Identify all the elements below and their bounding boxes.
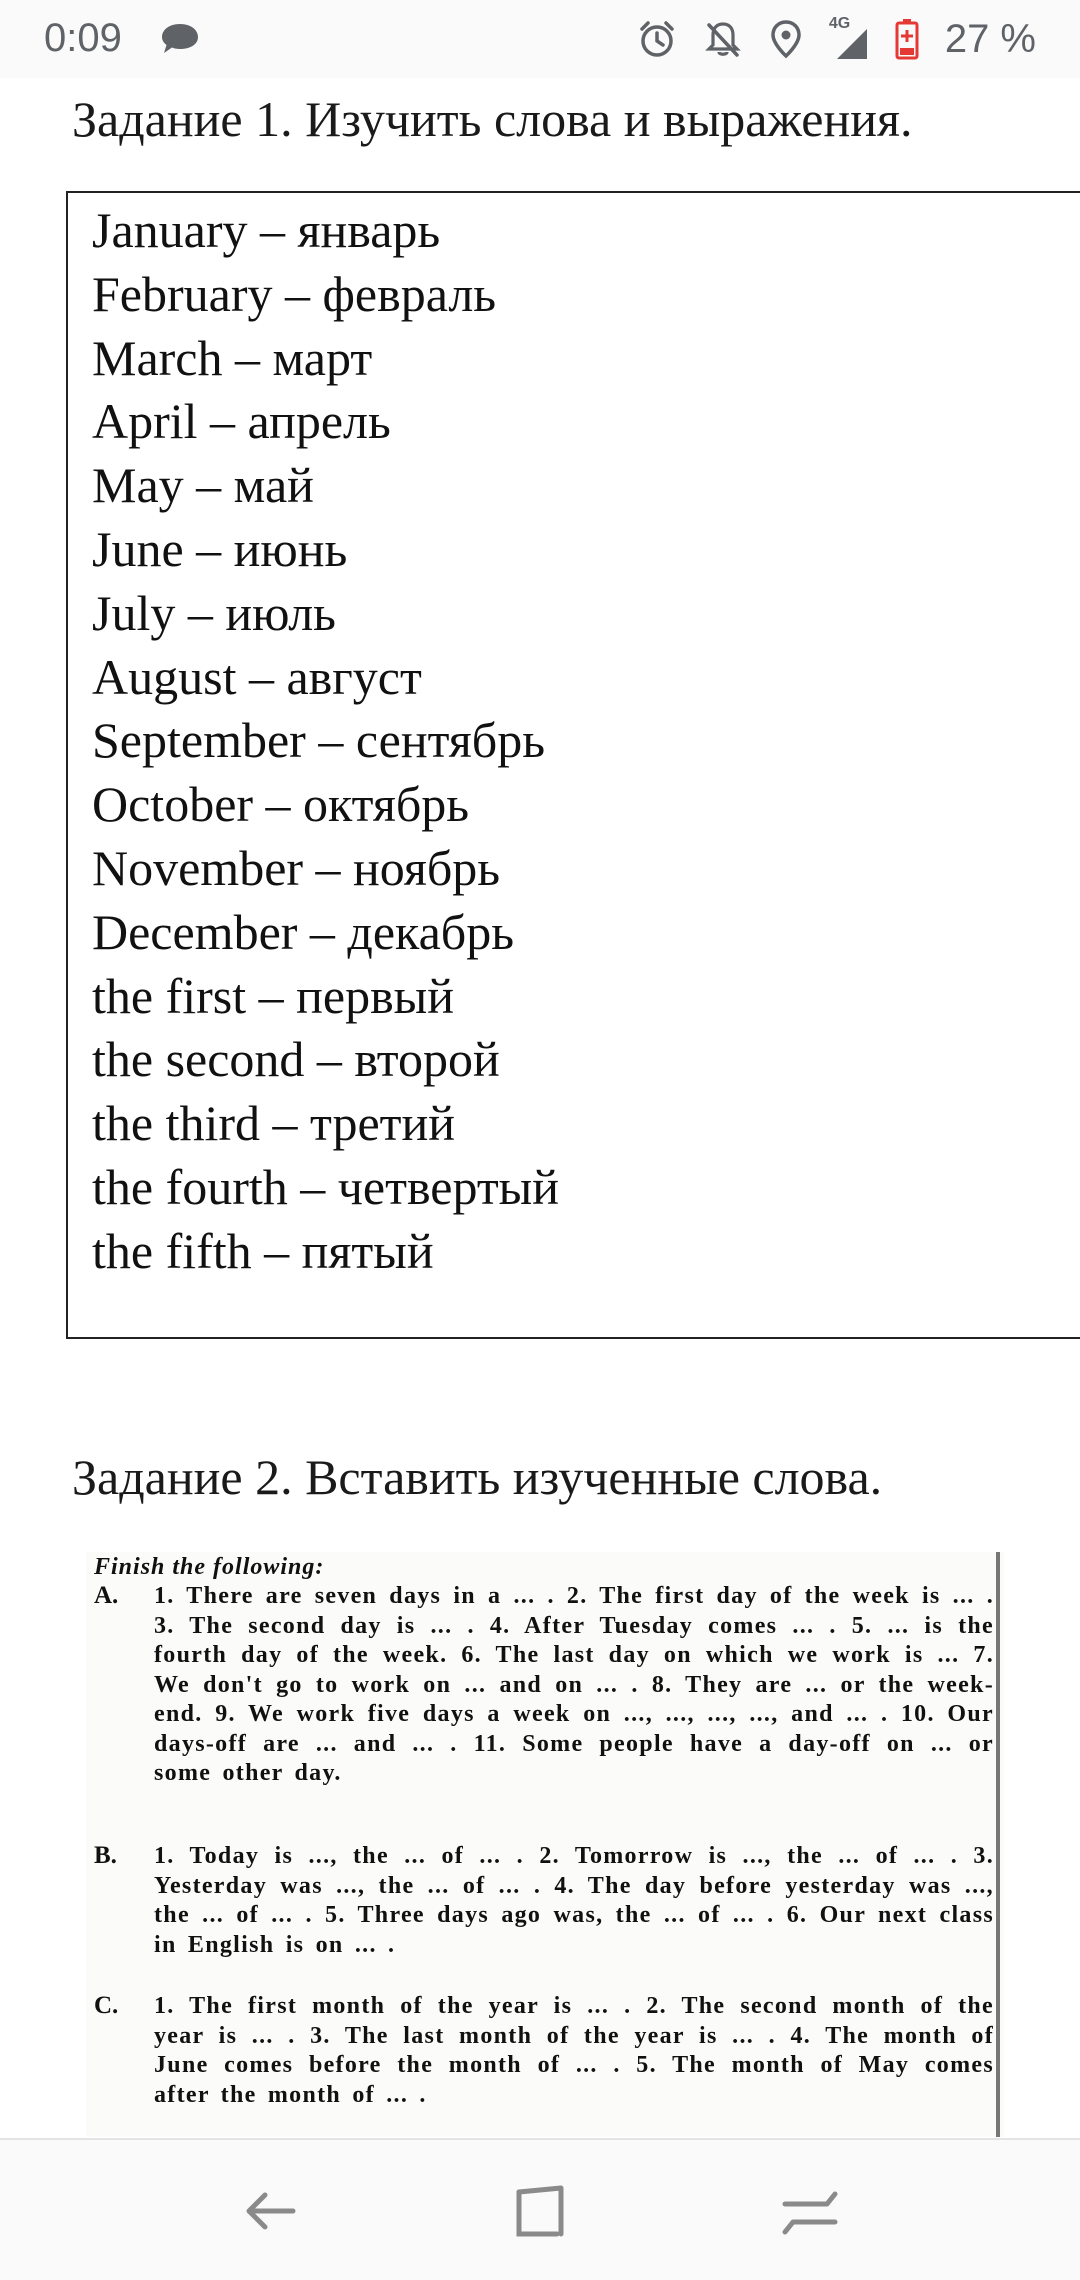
chat-icon [160, 22, 200, 56]
battery-percent: 27 % [944, 16, 1036, 61]
vocab-item: January – январь [92, 202, 441, 258]
status-icons [637, 12, 1036, 66]
vocab-item: April – апрель [92, 393, 391, 450]
battery-icon [895, 18, 919, 60]
section-letter: A. [94, 1582, 119, 1609]
signal-icon [829, 17, 869, 61]
exercise-scan-image [86, 1552, 1004, 2137]
scan-title: Finish the following: [94, 1554, 325, 1580]
notifications-off-icon [703, 19, 743, 59]
network-type: 4G [828, 15, 851, 32]
vocab-list [92, 199, 559, 1284]
vocab-item: November – ноябрь [92, 839, 501, 896]
home-icon[interactable] [505, 2176, 575, 2246]
vocab-item: the first – первый [92, 967, 455, 1024]
vocab-item: December – декабрь [92, 903, 515, 960]
task2-heading: Задание 2. Вставить изученные слова. [72, 1449, 883, 1505]
vocab-item: June – июнь [92, 520, 348, 577]
vocab-item: August – август [92, 648, 422, 705]
recents-icon[interactable] [775, 2176, 845, 2246]
section-text: 1. Today is ..., the ... of ... . 2. Tomorrow is ..., the ... of ... . 3. Yesterday was ..., the ... of ... . 4. The day before yesterday was ..., the ... of ... . 5. Three days ago was, the ... of ... . 6. Our next class in English is on ... . [154, 1843, 994, 1958]
section-text: 1. There are seven days in a ... . 2. The first day of the week is ... . 3. The second day is ... . 4. After Tuesday comes ... . 5. ... is the fourth day of the week. 6. The last day on which we work is ... 7. We don't go to work on ... and on ... . 8. They are ... or the week-end. 9. We work five days a week on ..., ..., ..., ..., and ... . 10. Our days-off are ... and ... . 11. Some people have a day-off on ... or some other day. [154, 1583, 994, 1786]
task1-heading: Задание 1. Изучить слова и выражения. [72, 91, 913, 147]
back-icon[interactable] [235, 2176, 305, 2246]
section-text: 1. The first month of the year is ... . 2. The second month of the year is ... . 3. The last month of the year is ... . 4. The month of June comes before the month of ... . 5. The month of May comes after the month of ... . [154, 1993, 994, 2108]
section-letter: C. [94, 1992, 119, 2019]
vocab-item: the third – третий [92, 1095, 456, 1152]
vocab-item: July – июль [92, 584, 336, 641]
vocab-item: the fifth – пятый [92, 1222, 434, 1279]
alarm-icon [637, 19, 677, 59]
vocab-item: March – март [92, 329, 373, 386]
status-bar [0, 0, 1080, 78]
vocab-item: the second – второй [92, 1031, 500, 1088]
vocab-item: October – октябрь [92, 776, 470, 833]
status-time: 0:09 [44, 16, 122, 60]
vocab-item: September – сентябрь [92, 712, 546, 769]
vocab-item: February – февраль [92, 265, 497, 322]
vocab-item: the fourth – четвертый [92, 1158, 560, 1215]
navigation-bar [0, 2138, 1080, 2280]
section-letter: B. [94, 1842, 117, 1869]
scan-edge [996, 1552, 1000, 2137]
vocab-box [66, 191, 1080, 1339]
vocab-item: May – май [92, 457, 314, 514]
location-icon [769, 19, 803, 59]
